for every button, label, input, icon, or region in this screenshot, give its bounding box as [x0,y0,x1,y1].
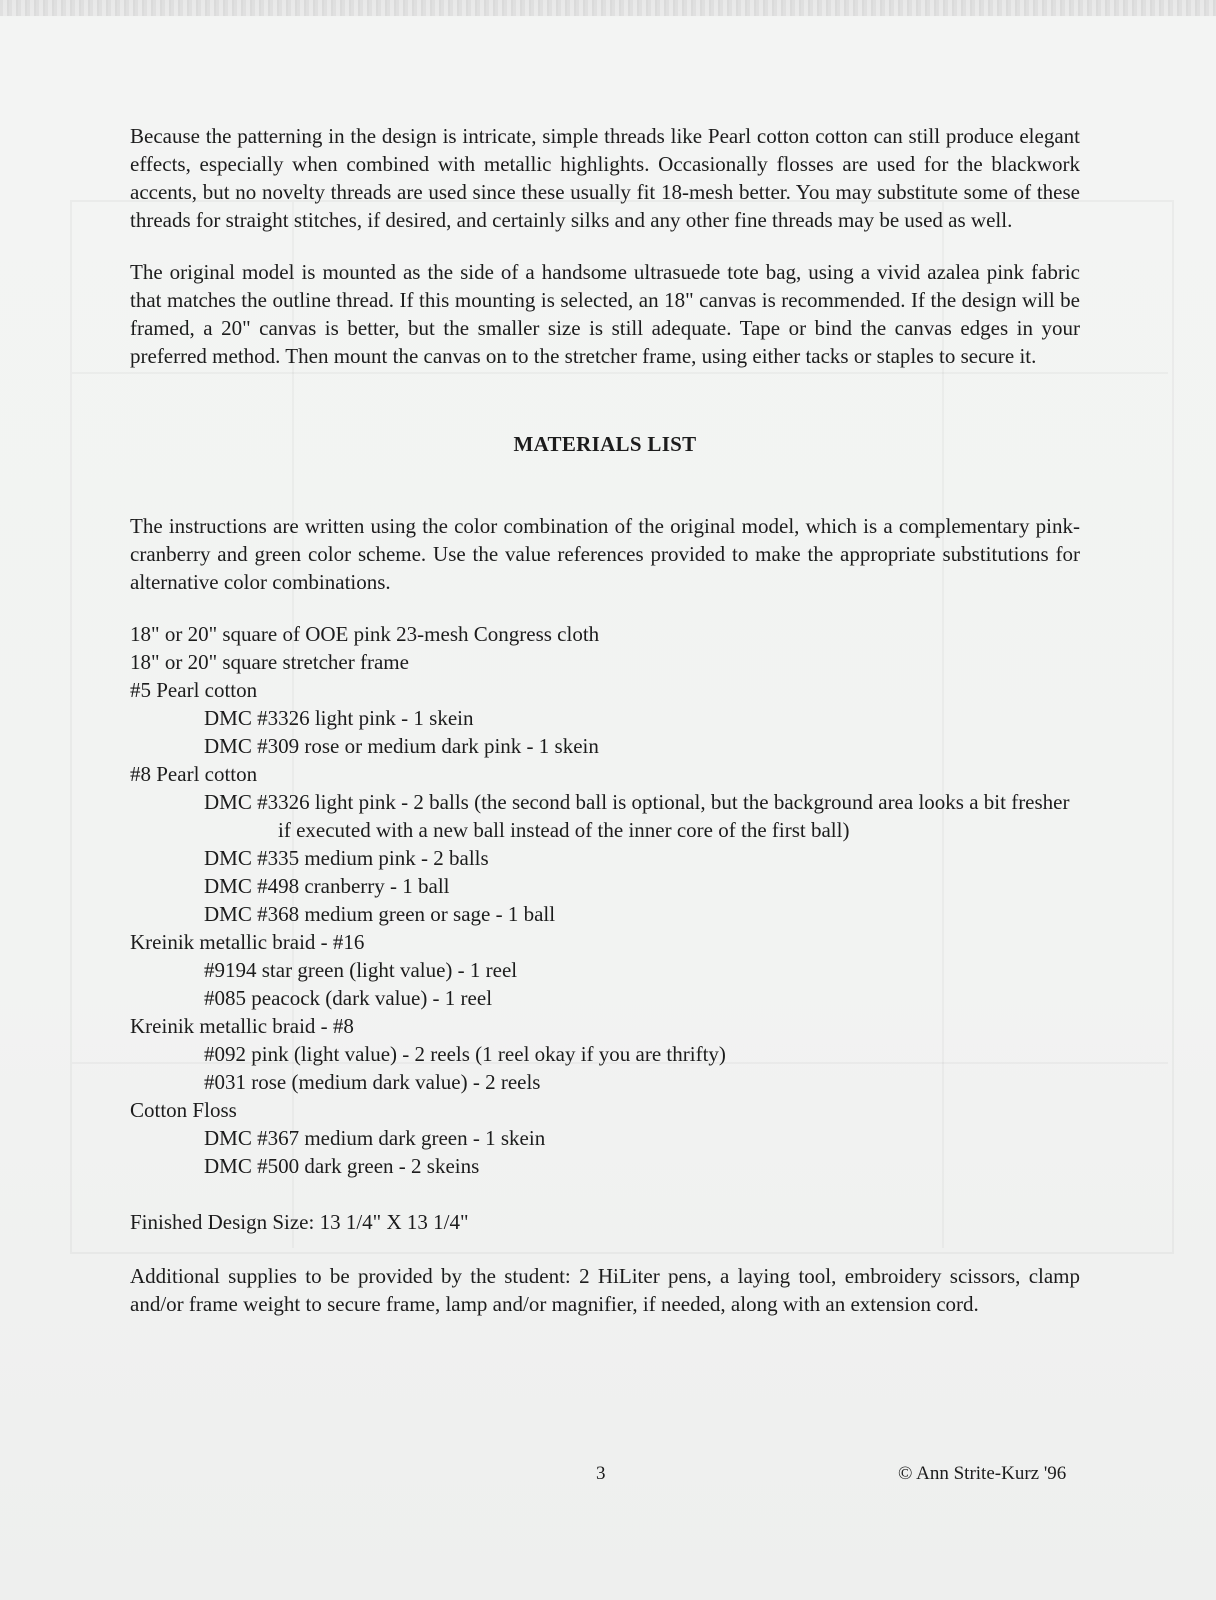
list-item: DMC #498 cranberry - 1 ball [204,874,450,898]
list-item: DMC #500 dark green - 2 skeins [204,1154,480,1178]
list-item: DMC #367 medium dark green - 1 skein [204,1126,546,1150]
document-body [130,122,1080,1318]
list-heading-pearl8: #8 Pearl cotton [130,762,258,786]
materials-intro: The instructions are written using the color combination of the original model, which is a complementary pink-cranberry and green color scheme. Use the value references provided to make the appropriate substitutions for alternative color combinations. [130,514,1080,594]
list-heading-pearl5: #5 Pearl cotton [130,678,258,702]
paragraph-threads: Because the patterning in the design is intricate, simple threads like Pearl cotton cotton can still produce elegant effects, especially when combined with metallic highlights. Occasionally flosses are used for the blackwork accents, but no novelty threads are used since these usually fit 18-mesh better. You may substitute some of these threads for straight stitches, if desired, and certainly silks and any other fine threads may be used as well. [130,124,1080,232]
list-item: #9194 star green (light value) - 1 reel [204,958,518,982]
list-item: DMC #3326 light pink - 1 skein [204,706,474,730]
list-item: #085 peacock (dark value) - 1 reel [204,986,493,1010]
list-item-frame: 18" or 20" square stretcher frame [130,650,409,674]
finished-design-size: Finished Design Size: 13 1/4" X 13 1/4" [130,1210,469,1234]
list-item: DMC #335 medium pink - 2 balls [204,846,489,870]
copyright-notice: © Ann Strite-Kurz '96 [898,1463,1067,1484]
additional-supplies: Additional supplies to be provided by the student: 2 HiLiter pens, a laying tool, embroidery scissors, clamp and/or frame weight to secure frame, lamp and/or magnifier, if needed, along with an extension cord. [130,1264,1080,1316]
materials-list [130,620,1080,1180]
list-heading-kreinik8: Kreinik metallic braid - #8 [130,1014,354,1038]
paper-edge [0,0,1216,16]
paragraph-mounting: The original model is mounted as the side of a handsome ultrasuede tote bag, using a vivid azalea pink fabric that matches the outline thread. If this mounting is selected, an 18" canvas is recommended. If the design will be framed, a 20" canvas is better, but the smaller size is still adequate. Tape or bind the canvas edges in your preferred method. Then mount the canvas on to the stretcher frame, using either tacks or staples to secure it. [130,260,1080,368]
list-item: #031 rose (medium dark value) - 2 reels [204,1070,541,1094]
list-item: DMC #3326 light pink - 2 balls (the second ball is optional, but the background area looks a bit fresher if executed with a new ball instead of the inner core of the first ball) [204,790,1070,842]
list-item: DMC #309 rose or medium dark pink - 1 skein [204,734,599,758]
list-item: DMC #368 medium green or sage - 1 ball [204,902,556,926]
materials-list-heading: MATERIALS LIST [513,432,697,456]
list-item-canvas: 18" or 20" square of OOE pink 23-mesh Congress cloth [130,622,600,646]
page-number: 3 [596,1463,606,1484]
list-item: #092 pink (light value) - 2 reels (1 reel okay if you are thrifty) [204,1042,726,1066]
list-heading-kreinik16: Kreinik metallic braid - #16 [130,930,365,954]
list-heading-floss: Cotton Floss [130,1098,237,1122]
